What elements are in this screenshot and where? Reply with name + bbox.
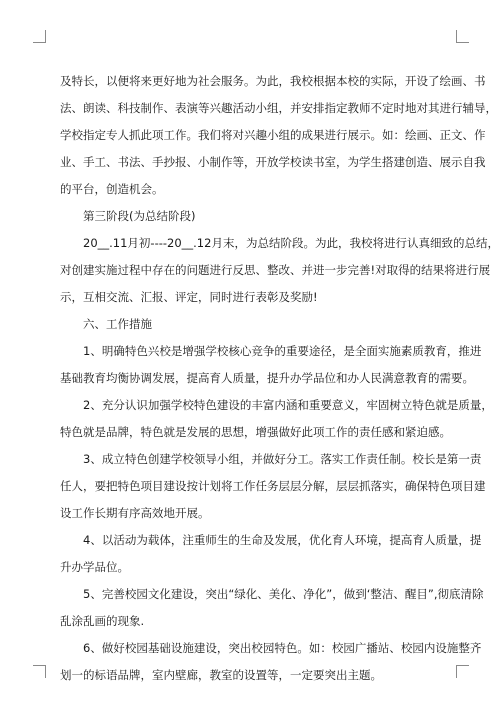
text-line: 3、成立特色创建学校领导小组，并做好分工。落实工作责任制。校长是第一责 xyxy=(83,452,482,466)
text-line: 法、朗读、科技制作、表演等兴趣活动小组，并安排指定教师不定时地对其进行辅导， xyxy=(60,101,497,115)
text-line: 6、做好校园基础设施建设，突出校园特色。如：校园广播站、校园内设施整齐 xyxy=(83,641,482,655)
text-line: 划一的标语品牌，室内壁廊，教室的设置等，一定要突出主题。 xyxy=(60,668,382,682)
text-line: 基础教育均衡协调发展，提高育人质量，提升办学品位和办人民满意教育的需要。 xyxy=(60,371,474,385)
text-line: 及特长，以便将来更好地为社会服务。为此，我校根据本校的实际，开设了绘画、书 xyxy=(60,74,486,88)
text-line: 对创建实施过程中存在的问题进行反思、整改、并进一步完善!对取得的结果将进行展 xyxy=(60,263,491,277)
text-line: 5、完善校园文化建设，突出“绿化、美化、净化”，做到‘整洁、醒目”,彻底清除 xyxy=(83,587,484,601)
heading-stage-three xyxy=(60,203,440,230)
text-line: 六、工作措施 xyxy=(83,317,152,331)
text-line: 业、手工、书法、手抄报、小制作等，开放学校读书室，为学生搭建创造、展示自我 xyxy=(60,155,486,169)
text-line: 特色就是品牌，特色就是发展的思想，增强做好此项工作的责任感和紧迫感。 xyxy=(60,425,451,439)
text-line: 乱涂乱画的现象. xyxy=(60,614,145,628)
crop-mark-bottom-right xyxy=(456,665,469,678)
paragraph-measure-2 xyxy=(60,392,493,446)
text-line: 20__.11月初----20__.12月末，为总结阶段。为此，我校将进行认真细致的总结， xyxy=(83,236,499,250)
text-line: 4、以活动为载体，注重师生的生命及发展，优化育人环境，提高育人质量，提 xyxy=(83,533,482,547)
heading-work-measures xyxy=(60,311,440,338)
text-line: 设工作长期有序高效地开展。 xyxy=(60,506,210,520)
paragraph-measure-6 xyxy=(60,635,482,689)
paragraph-summary-stage xyxy=(60,230,499,311)
text-line: 示，互相交流、汇报、评定，同时进行表彰及奖励! xyxy=(60,290,318,304)
text-line: 升办学品位。 xyxy=(60,560,129,574)
text-line: 1、明确特色兴校是增强学校核心竞争的重要途径，是全面实施素质教育，推进 xyxy=(83,344,482,358)
text-line: 第三阶段(为总结阶段) xyxy=(83,209,196,223)
document-body xyxy=(60,68,499,689)
paragraph-measure-5 xyxy=(60,581,484,635)
text-line: 2、充分认识加强学校特色建设的丰富内涵和重要意义，牢固树立特色就是质量， xyxy=(83,398,493,412)
crop-mark-bottom-left xyxy=(33,665,46,678)
paragraph-measure-4 xyxy=(60,527,482,581)
paragraph-interest-groups xyxy=(60,68,497,203)
paragraph-measure-1 xyxy=(60,338,482,392)
text-line: 任人，要把特色项目建设按计划将工作任务层层分解，层层抓落实，确保特色项目建 xyxy=(60,479,486,493)
text-line: 的平台，创造机会。 xyxy=(60,182,164,196)
crop-mark-top-right xyxy=(456,30,469,43)
paragraph-measure-3 xyxy=(60,446,486,527)
text-line: 学校指定专人抓此项工作。我们将对兴趣小组的成果进行展示。如：绘画、正文、作 xyxy=(60,128,486,142)
crop-mark-top-left xyxy=(33,30,46,43)
